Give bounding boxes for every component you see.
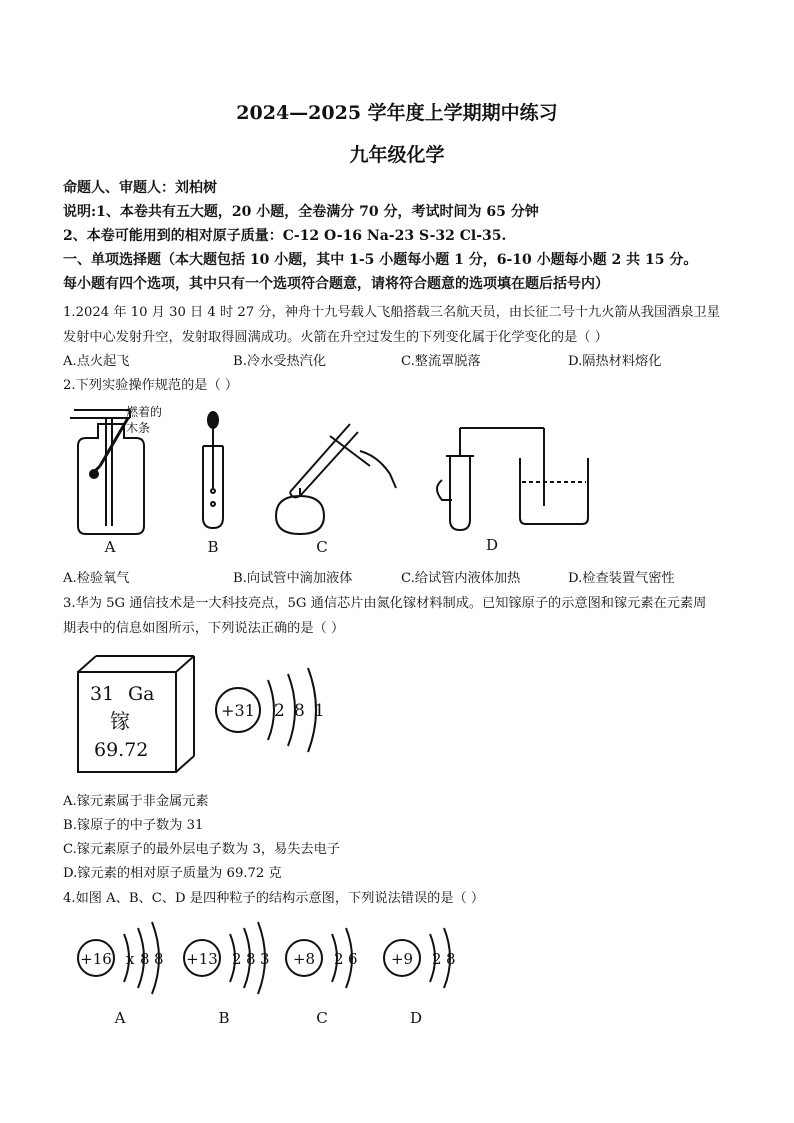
q3-stem-line2: 期表中的信息如图所示，下列说法正确的是（ ） <box>63 621 345 636</box>
particle-d-shell-2: 8 <box>446 950 456 968</box>
particle-c-label: C <box>316 1009 328 1027</box>
section-heading-line1: 一、单项选择题（本大题包括 10 小题，其中 1-5 小题每小题 1 分，6-10 小题每小题 2 共 15 分。 <box>63 252 698 268</box>
q3-option-b: B.镓原子的中子数为 31 <box>63 818 204 833</box>
particle-d-label: D <box>409 1009 423 1027</box>
heating-test-tube-diagram <box>276 424 396 534</box>
q1-stem-line2: 发射中心发射升空，发射取得圆满成功。火箭在升空过发生的下列变化属于化学变化的是（ ） <box>63 330 608 345</box>
q2-option-a: A.检验氧气 <box>63 571 130 586</box>
dropper-test-tube-diagram <box>203 412 223 528</box>
q3-option-c: C.镓元素原子的最外层电子数为 3，易失去电子 <box>63 842 340 857</box>
burning-stick-label-line2: 木条 <box>126 421 151 435</box>
element-name: 镓 <box>110 709 130 733</box>
q2-option-b: B.向试管中滴加液体 <box>233 571 353 586</box>
airtightness-check-diagram <box>437 428 588 530</box>
section-heading-line2: 每小题有四个选项，其中只有一个选项符合题意，请将符合题意的选项填在题后括号内） <box>63 276 609 292</box>
gallium-atom-diagram <box>216 668 325 752</box>
element-atomic-mass: 69.72 <box>94 739 149 761</box>
q2-figure <box>60 396 700 561</box>
particle-d-nucleus: +9 <box>390 950 414 968</box>
particle-a-nucleus: +16 <box>80 950 112 968</box>
q3-stem-line1: 3.华为 5G 通信技术是一大科技亮点，5G 通信芯片由氮化镓材料制成。已知镓原子的示意图和镓元素在元素周 <box>63 596 707 611</box>
gallium-shell-3: 1 <box>314 701 325 721</box>
particle-a-label: A <box>114 1009 126 1027</box>
atomic-mass-line: 2、本卷可能用到的相对原子质量：C-12 O-16 Na-23 S-32 Cl-35. <box>63 228 507 244</box>
particle-b-shell-2: 8 <box>246 950 256 968</box>
q4-stem: 4.如图 A、B、C、D 是四种粒子的结构示意图，下列说法错误的是（ ） <box>63 891 485 906</box>
particle-c-nucleus: +8 <box>292 950 316 968</box>
q2-figure-label-a: A <box>104 538 116 556</box>
exam-title: 2024—2025 学年度上学期期中练习 <box>236 102 558 124</box>
q4-figure <box>72 920 472 1030</box>
particle-b-shell-3: 3 <box>260 950 270 968</box>
q2-stem: 2.下列实验操作规范的是（ ） <box>63 378 239 393</box>
particle-b-nucleus: +13 <box>186 950 218 968</box>
q1-option-b: B.冷水受热汽化 <box>233 354 327 369</box>
particle-a-shell-3: 8 <box>154 950 164 968</box>
particle-a-shell-1: x <box>126 950 135 968</box>
particle-c-shell-2: 6 <box>348 950 358 968</box>
exam-subtitle: 九年级化学 <box>349 144 445 166</box>
q3-option-a: A.镓元素属于非金属元素 <box>63 794 209 809</box>
particle-b-label: B <box>218 1009 230 1027</box>
q2-figure-label-c: C <box>316 538 328 556</box>
q1-option-a: A.点火起飞 <box>63 354 130 369</box>
particle-d-shell-1: 2 <box>432 950 442 968</box>
element-atomic-number: 31 <box>90 683 115 705</box>
instructions-line: 说明:1、本卷共有五大题，20 小题，全卷满分 70 分，考试时间为 65 分钟 <box>63 204 539 220</box>
gallium-shell-1: 2 <box>274 701 285 721</box>
q3-figure <box>72 650 372 780</box>
particle-a-shell-2: 8 <box>140 950 150 968</box>
gallium-nucleus-charge: +31 <box>221 701 255 720</box>
particle-c-shell-1: 2 <box>334 950 344 968</box>
q1-option-c: C.整流罩脱落 <box>401 354 481 369</box>
element-symbol: Ga <box>128 683 155 705</box>
q2-figure-label-d: D <box>485 536 499 554</box>
gallium-shell-2: 8 <box>294 701 305 721</box>
q2-figure-label-b: B <box>207 538 219 556</box>
q1-stem-line1: 1.2024 年 10 月 30 日 4 时 27 分，神舟十九号载人飞船搭载三名航天员，由长征二号十九火箭从我国酒泉卫星 <box>63 305 720 320</box>
q2-option-d: D.检查装置气密性 <box>568 571 675 586</box>
particle-b-shell-1: 2 <box>232 950 242 968</box>
q1-option-d: D.隔热材料熔化 <box>568 354 662 369</box>
burning-stick-label-line1: 燃着的 <box>126 405 163 419</box>
q2-option-c: C.给试管内液体加热 <box>401 571 521 586</box>
q3-option-d: D.镓元素的相对原子质量为 69.72 克 <box>63 866 282 881</box>
author-line: 命题人、审题人：刘柏树 <box>63 180 217 196</box>
